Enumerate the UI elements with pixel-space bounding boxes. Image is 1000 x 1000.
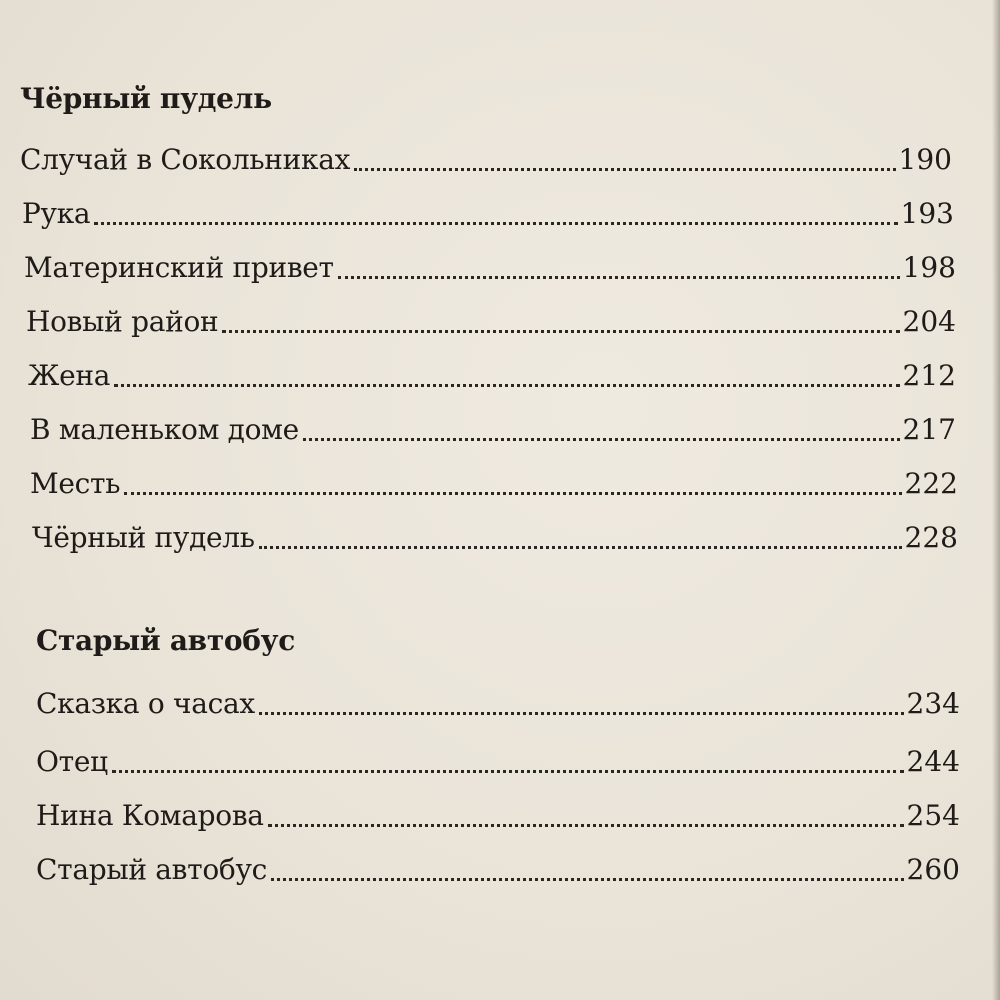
section-title: Чёрный пудель bbox=[20, 82, 272, 115]
toc-entry bbox=[30, 410, 956, 450]
toc-entry bbox=[30, 464, 958, 504]
entry-title: Жена bbox=[28, 359, 111, 392]
entry-title: Нина Комарова bbox=[36, 799, 264, 832]
toc-entry bbox=[26, 302, 956, 342]
entry-title: Чёрный пудель bbox=[32, 521, 255, 554]
page-number: 228 bbox=[904, 521, 958, 554]
toc-entry bbox=[36, 742, 960, 782]
dot-leader bbox=[271, 878, 904, 881]
dot-leader bbox=[303, 438, 900, 441]
page-number: 244 bbox=[906, 745, 960, 778]
toc-entry bbox=[20, 140, 952, 180]
entry-title: В маленьком доме bbox=[30, 413, 299, 446]
dot-leader bbox=[354, 168, 895, 171]
page-number: 193 bbox=[900, 197, 954, 230]
toc-entry bbox=[36, 850, 960, 890]
dot-leader bbox=[338, 276, 900, 279]
page-number: 222 bbox=[904, 467, 958, 500]
toc-entry bbox=[36, 796, 960, 836]
dot-leader bbox=[114, 384, 899, 387]
entry-title: Случай в Сокольниках bbox=[20, 143, 351, 176]
page-number: 260 bbox=[906, 853, 960, 886]
toc-entry bbox=[32, 518, 958, 558]
entry-title: Месть bbox=[30, 467, 121, 500]
page-number: 234 bbox=[906, 687, 960, 720]
page-edge-shadow bbox=[992, 0, 1000, 1000]
page-number: 212 bbox=[902, 359, 956, 392]
dot-leader bbox=[259, 712, 904, 715]
entry-title: Старый автобус bbox=[36, 853, 267, 886]
entry-title: Рука bbox=[22, 197, 91, 230]
page-number: 204 bbox=[902, 305, 956, 338]
dot-leader bbox=[124, 492, 901, 495]
toc-entry bbox=[22, 194, 954, 234]
dot-leader bbox=[268, 824, 904, 827]
dot-leader bbox=[222, 330, 899, 333]
section-title: Старый автобус bbox=[36, 624, 296, 657]
page-number: 217 bbox=[902, 413, 956, 446]
dot-leader bbox=[94, 222, 897, 225]
entry-title: Материнский привет bbox=[24, 251, 334, 284]
toc-entry bbox=[28, 356, 956, 396]
entry-title: Новый район bbox=[26, 305, 219, 338]
page-number: 198 bbox=[902, 251, 956, 284]
toc-entry bbox=[36, 684, 960, 724]
entry-title: Сказка о часах bbox=[36, 687, 255, 720]
entry-title: Отец bbox=[36, 745, 108, 778]
dot-leader bbox=[112, 770, 904, 773]
toc-entry bbox=[24, 248, 956, 288]
page-number: 254 bbox=[906, 799, 960, 832]
page-number: 190 bbox=[898, 143, 952, 176]
dot-leader bbox=[259, 546, 902, 549]
